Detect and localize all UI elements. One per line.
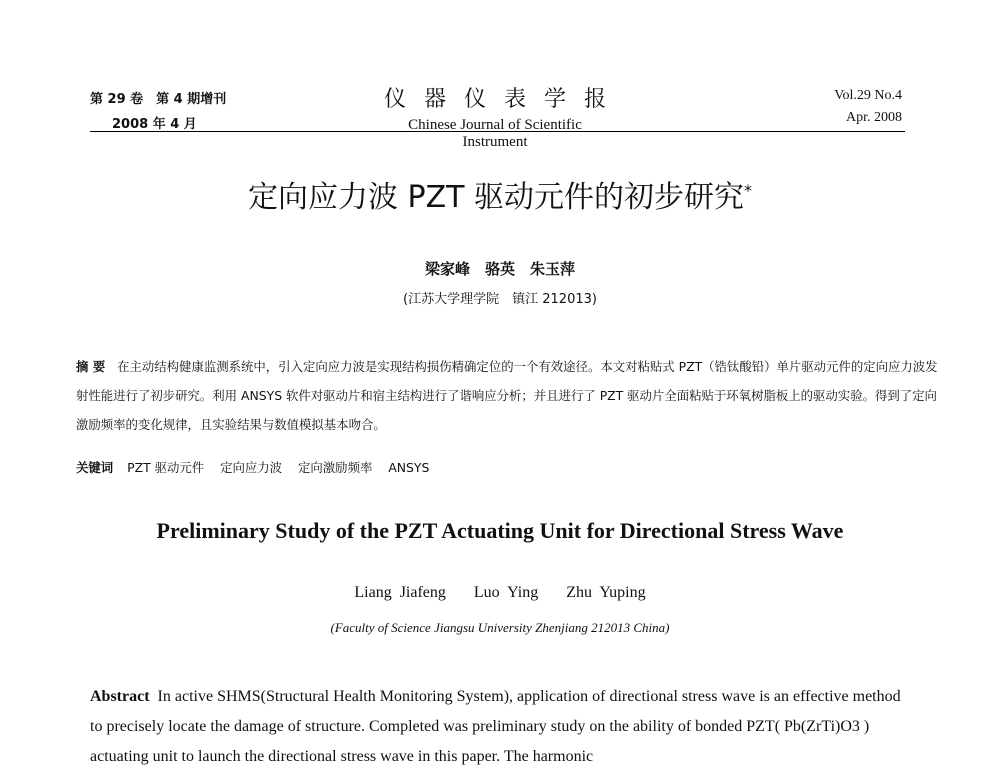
abstract-en-text: In active SHMS(Structural Health Monitoring System), application of directional stress wave is an effective method to precisely locate the damage of structure. Completed was preliminary study on the ability of bonded PZT( Pb(ZrTi)O3 ) actuating unit to launch the directional stress wave in this paper. The harmonic [90,688,901,765]
volume-issue: 第 29 卷 第 4 期增刊 [90,92,227,107]
journal-header [90,82,902,150]
issue-date-cn: 2008 年 4 月 [112,117,197,132]
affiliation-cn: (江苏大学理学院 镇江 212013) [403,292,597,307]
volume-en: Vol.29 No.4 [834,88,902,103]
volume-info-en [834,88,902,126]
author-name: Zhu Yuping [566,584,646,601]
keyword: ANSYS [388,460,430,475]
paper-title-cn-text: 定向应力波 PZT 驱动元件的初步研究 [247,180,745,215]
keywords-cn-label: 关键词 [76,460,114,475]
issue-date-en: Apr. 2008 [846,110,902,125]
affiliation-en: (Faculty of Science Jiangsu University Zhenjiang 212013 China) [330,620,670,635]
abstract-en-label: Abstract [90,688,150,705]
abstract-cn-text: 在主动结构健康监测系统中，引入定向应力波是实现结构损伤精确定位的一个有效途径。本文对粘贴式 PZT（锆钛酸铅）单片驱动元件的定向应力波发射性能进行了初步研究。利用 ANSYS 软件对驱动片和宿主结构进行了谐响应分析；并且进行了 PZT 驱动片全面粘贴于环氧树脂板上的驱动实验。得到了定向激励频率的变化规律，且实验结果与数值模拟基本吻合。 [76,359,938,432]
keyword: PZT 驱动元件 [127,460,205,475]
author-name: Liang Jiafeng [354,584,446,601]
author-name: Luo Ying [473,584,539,601]
journal-name-en: Chinese Journal of Scientific Instrument [408,117,582,150]
footnote-mark: * [744,181,753,200]
abstract-en [90,682,905,772]
paper-title-en: Preliminary Study of the PZT Actuating Unit for Directional Stress Wave [156,518,844,543]
journal-name [380,82,624,151]
issue-info [90,88,226,132]
keyword: 定向激励频率 [298,460,373,475]
paper-title-cn [0,172,1000,216]
authors-cn: 梁家峰 骆英 朱玉萍 [424,260,575,278]
keywords-cn [76,458,944,476]
journal-name-cn: 仪器仪表学报 [383,87,624,112]
authors-en [0,584,1000,602]
keyword: 定向应力波 [220,460,283,475]
header-rule [90,131,905,132]
abstract-cn-label: 摘 要 [76,359,106,374]
abstract-cn [76,352,944,439]
